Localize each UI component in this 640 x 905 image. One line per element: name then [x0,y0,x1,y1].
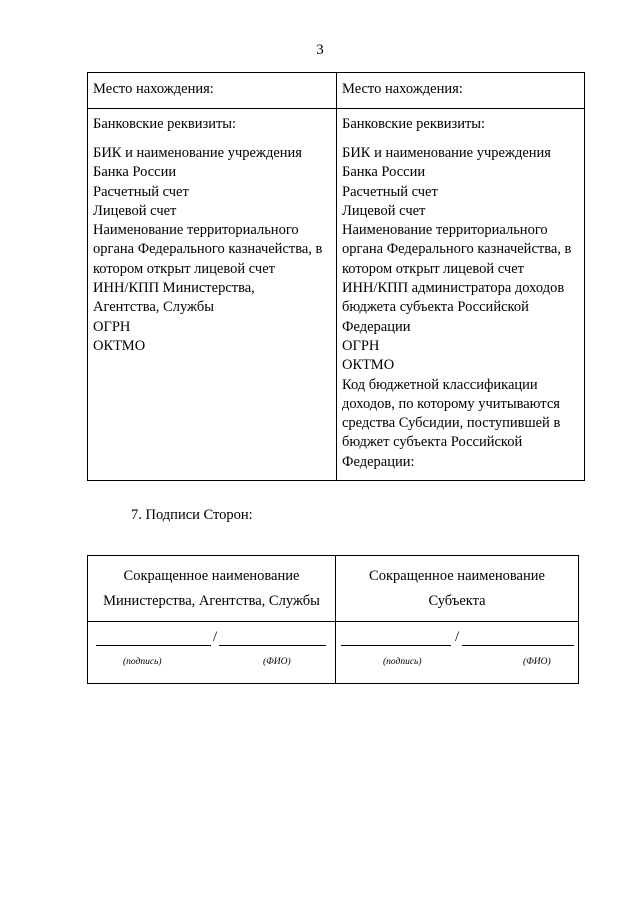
right-signature-caption: (подпись) [383,657,422,667]
left-location-cell [88,73,337,109]
left-bank-lines [93,144,332,356]
requisites-table [87,72,585,481]
requisite-line: Федерации: [342,453,415,470]
requisite-line: Наименование территориального [342,222,548,239]
right-signature-slash: / [455,629,460,645]
requisite-line: средства Субсидии, поступившей в [342,415,561,432]
requisite-line: ОКТМО [342,357,395,374]
left-signature-line [96,645,211,646]
requisite-line: бюджета субъекта Российской [342,299,529,316]
left-party-name-line1: Сокращенное наименование [123,568,300,584]
requisite-line: ИНН/КПП Министерства, [93,280,255,297]
signatures-table [87,555,579,684]
requisite-line: Федерации [342,318,411,335]
left-bank-heading: Банковские реквизиты: [93,116,237,132]
left-signature-cell [88,622,336,684]
left-signature-caption: (подпись) [123,657,162,667]
requisite-line: Агентства, Службы [93,299,214,316]
right-location-label: Место нахождения: [342,81,463,97]
requisite-line: Лицевой счет [93,202,177,219]
requisite-line: Лицевой счет [342,202,426,219]
left-fio-line [219,645,326,646]
requisite-line: органа Федерального казначейства, в [342,241,572,258]
left-party-name-cell [88,556,336,622]
right-bank-details-cell [337,109,585,481]
right-fio-line [462,645,574,646]
left-location-label: Место нахождения: [93,81,214,97]
requisite-line: Наименование территориального [93,222,299,239]
right-party-name-line2: Субъекта [428,593,486,609]
requisite-line: Банка России [93,164,177,181]
requisite-line: бюджет субъекта Российской [342,434,523,451]
right-party-name-cell [336,556,579,622]
requisite-line: ОКТМО [93,337,146,354]
signatures-heading: 7. Подписи Сторон: [131,507,253,523]
right-bank-heading: Банковские реквизиты: [342,116,486,132]
requisite-line: Банка России [342,164,426,181]
requisite-line: Расчетный счет [342,183,438,200]
requisite-line: БИК и наименование учреждения [342,145,551,161]
right-party-name-line1: Сокращенное наименование [369,568,545,584]
requisite-line: ОГРН [342,337,380,354]
requisite-line: Код бюджетной классификации [342,376,538,393]
left-fio-caption: (ФИО) [263,657,291,667]
left-signature-slash: / [213,629,218,645]
requisite-line: Расчетный счет [93,183,189,200]
right-signature-line [341,645,451,646]
requisite-line: ИНН/КПП администратора доходов [342,280,565,297]
requisite-line: ОГРН [93,318,131,335]
requisite-line: органа Федерального казначейства, в [93,241,323,258]
page-number: 3 [316,42,324,58]
requisite-line: котором открыт лицевой счет [93,260,275,277]
right-location-cell [337,73,585,109]
requisite-line: доходов, по которому учитываются [342,395,560,412]
left-party-name-line2: Министерства, Агентства, Службы [103,593,320,609]
requisite-line: котором открыт лицевой счет [342,260,524,277]
right-fio-caption: (ФИО) [523,657,551,667]
right-signature-cell [336,622,579,684]
requisite-line: БИК и наименование учреждения [93,145,302,161]
right-bank-lines [342,144,580,472]
left-bank-details-cell [88,109,337,481]
